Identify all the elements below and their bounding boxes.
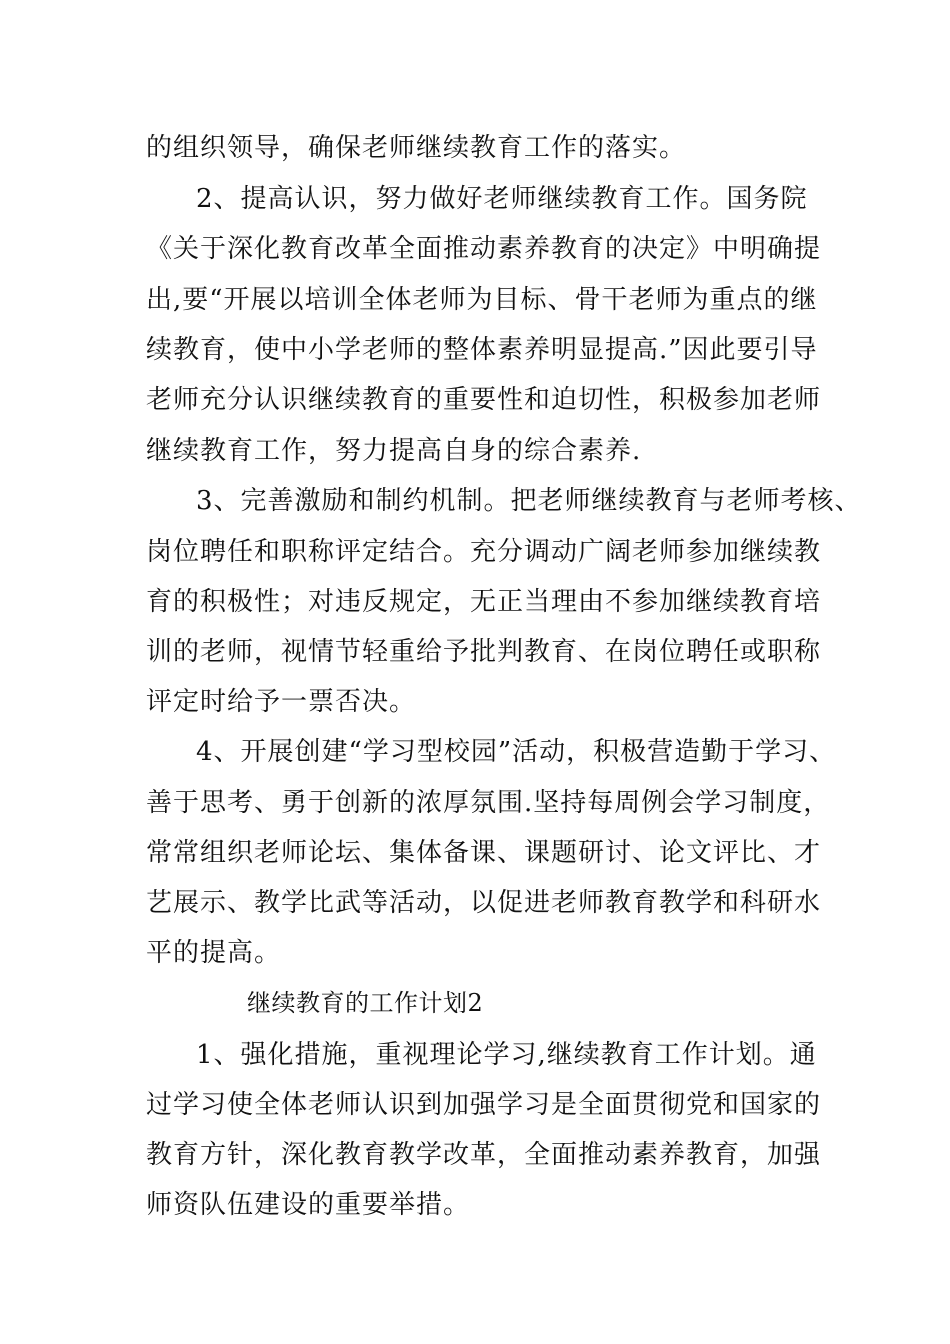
paragraph-line: 2、提高认识，努力做好老师继续教育工作。国务院 — [196, 184, 808, 214]
paragraph-line: 《关于深化教育改革全面推动素养教育的决定》中明确提 — [146, 234, 822, 264]
paragraph-line: 师资队伍建设的重要举措。 — [146, 1190, 471, 1220]
paragraph-line: 岗位聘任和职称评定结合。充分调动广阔老师参加继续教 — [146, 537, 822, 567]
paragraph-line: 训的老师，视情节轻重给予批判教育、在岗位聘任或职称 — [146, 637, 822, 667]
paragraph-line: 平的提高。 — [146, 938, 282, 968]
paragraph-line: 老师充分认识继续教育的重要性和迫切性，积极参加老师 — [146, 385, 822, 415]
paragraph-line: 过学习使全体老师认识到加强学习是全面贯彻党和国家的 — [146, 1090, 822, 1120]
paragraph-line: 教育方针，深化教育教学改革，全面推动素养教育，加强 — [146, 1140, 822, 1170]
paragraph-line: 评定时给予一票否决。 — [146, 687, 417, 717]
paragraph-line: 出,要“开展以培训全体老师为目标、骨干老师为重点的继 — [146, 285, 818, 315]
paragraph-line: 3、完善激励和制约机制。把老师继续教育与老师考核、 — [196, 486, 862, 516]
paragraph-line: 育的积极性；对违反规定，无正当理由不参加继续教育培 — [146, 587, 822, 617]
paragraph-line: 继续教育工作，努力提高自身的综合素养. — [146, 436, 642, 466]
paragraph-line: 续教育，使中小学老师的整体素养明显提高.”因此要引导 — [146, 335, 818, 365]
paragraph-line: 艺展示、教学比武等活动，以促进老师教育教学和科研水 — [146, 888, 822, 918]
paragraph-line: 常常组织老师论坛、集体备课、课题研讨、论文评比、才 — [146, 838, 822, 868]
paragraph-line: 1、强化措施，重视理论学习,继续教育工作计划。通 — [196, 1040, 817, 1070]
paragraph-line: 4、开展创建“学习型校园”活动，积极营造勤于学习、 — [196, 737, 837, 767]
paragraph-line: 善于思考、勇于创新的浓厚氛围.坚持每周例会学习制度， — [146, 788, 831, 818]
section-heading: 继续教育的工作计划2 — [247, 989, 484, 1017]
paragraph-line: 的组织领导，确保老师继续教育工作的落实。 — [146, 133, 687, 163]
